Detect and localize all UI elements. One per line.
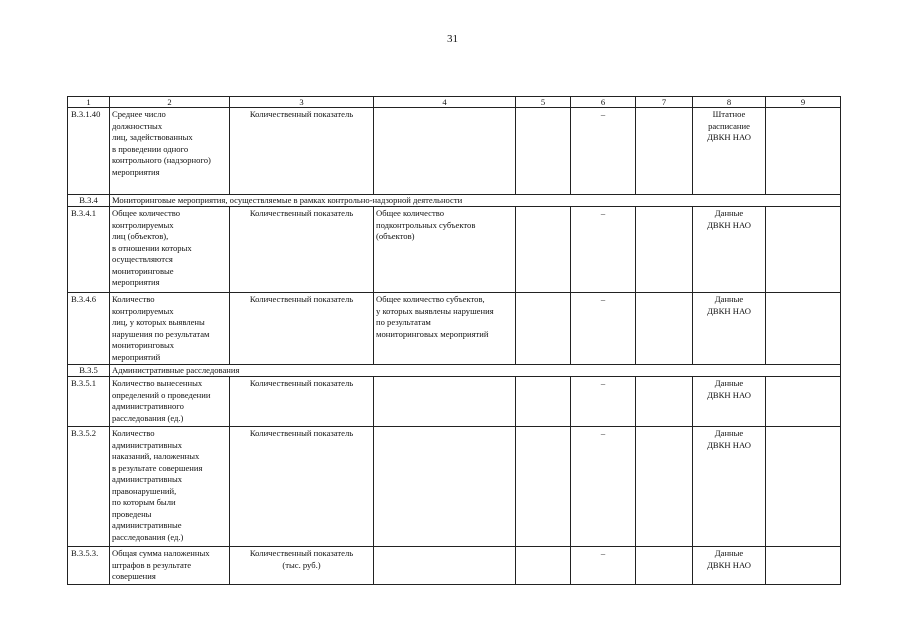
header-cell: 1 xyxy=(68,97,110,108)
section-title: Административные расследования xyxy=(110,365,841,377)
indicator-code: B.3.5.3. xyxy=(68,547,110,585)
col5-cell xyxy=(516,427,571,547)
table-row xyxy=(68,377,841,427)
table-row xyxy=(68,427,841,547)
indicator-formula: Общее количество субъектов, у которых выявлены нарушения по результатам мониторинговых мероприятий xyxy=(374,293,516,365)
col9-cell xyxy=(766,293,841,365)
indicator-type: Количественный показатель xyxy=(230,427,374,547)
col9-cell xyxy=(766,108,841,195)
col6-cell: – xyxy=(571,547,636,585)
indicator-code: B.3.4.6 xyxy=(68,293,110,365)
indicator-name: Количество вынесенных определений о проведении административного расследования (ед.) xyxy=(110,377,230,427)
header-cell: 3 xyxy=(230,97,374,108)
data-source: Данные ДВКН НАО xyxy=(693,207,766,293)
indicator-code: B.3.4.1 xyxy=(68,207,110,293)
indicator-formula xyxy=(374,547,516,585)
indicator-name: Среднее число должностных лиц, задействованных в проведении одного контрольного (надзорного) мероприятия xyxy=(110,108,230,195)
indicator-type: Количественный показатель (тыс. руб.) xyxy=(230,547,374,585)
col9-cell xyxy=(766,427,841,547)
indicator-name: Количество административных наказаний, наложенных в результате совершения административных правонарушений, по которым были проведены административные расследования (ед.) xyxy=(110,427,230,547)
col7-cell xyxy=(636,547,693,585)
data-source: Данные ДВКН НАО xyxy=(693,547,766,585)
table-row xyxy=(68,293,841,365)
table-row xyxy=(68,207,841,293)
col5-cell xyxy=(516,377,571,427)
indicator-code: B.3.5.1 xyxy=(68,377,110,427)
col6-cell: – xyxy=(571,207,636,293)
indicator-formula xyxy=(374,377,516,427)
section-row xyxy=(68,365,841,377)
data-source: Данные ДВКН НАО xyxy=(693,293,766,365)
indicator-code: B.3.1.40 xyxy=(68,108,110,195)
indicator-type: Количественный показатель xyxy=(230,377,374,427)
indicator-type: Количественный показатель xyxy=(230,207,374,293)
col9-cell xyxy=(766,377,841,427)
col7-cell xyxy=(636,108,693,195)
data-source: Данные ДВКН НАО xyxy=(693,377,766,427)
col5-cell xyxy=(516,547,571,585)
indicator-formula xyxy=(374,427,516,547)
table-header-row xyxy=(68,97,841,108)
col6-cell: – xyxy=(571,293,636,365)
col7-cell xyxy=(636,377,693,427)
indicator-type: Количественный показатель xyxy=(230,108,374,195)
page-number: 31 xyxy=(447,33,458,45)
col9-cell xyxy=(766,547,841,585)
indicator-name: Общая сумма наложенных штрафов в результате совершения xyxy=(110,547,230,585)
data-source: Данные ДВКН НАО xyxy=(693,427,766,547)
header-cell: 7 xyxy=(636,97,693,108)
indicator-type: Количественный показатель xyxy=(230,293,374,365)
header-cell: 2 xyxy=(110,97,230,108)
section-title: Мониторинговые мероприятия, осуществляемые в рамках контрольно-надзорной деятельности xyxy=(110,195,841,207)
col6-cell: – xyxy=(571,108,636,195)
col5-cell xyxy=(516,207,571,293)
col5-cell xyxy=(516,108,571,195)
header-cell: 4 xyxy=(374,97,516,108)
section-row xyxy=(68,195,841,207)
col6-cell: – xyxy=(571,427,636,547)
col7-cell xyxy=(636,293,693,365)
section-code: B.3.5 xyxy=(68,365,110,377)
indicator-table xyxy=(67,96,841,585)
header-cell: 6 xyxy=(571,97,636,108)
col9-cell xyxy=(766,207,841,293)
table-row xyxy=(68,108,841,195)
header-cell: 5 xyxy=(516,97,571,108)
indicator-formula: Общее количество подконтрольных субъектов (объектов) xyxy=(374,207,516,293)
indicator-formula xyxy=(374,108,516,195)
indicator-name: Общее количество контролируемых лиц (объектов), в отношении которых осуществляются мониторинговые мероприятия xyxy=(110,207,230,293)
col5-cell xyxy=(516,293,571,365)
indicator-code: B.3.5.2 xyxy=(68,427,110,547)
header-cell: 9 xyxy=(766,97,841,108)
col6-cell: – xyxy=(571,377,636,427)
indicator-name: Количество контролируемых лиц, у которых выявлены нарушения по результатам мониторинговых мероприятий xyxy=(110,293,230,365)
section-code: B.3.4 xyxy=(68,195,110,207)
col7-cell xyxy=(636,427,693,547)
data-source: Штатное расписание ДВКН НАО xyxy=(693,108,766,195)
header-cell: 8 xyxy=(693,97,766,108)
col7-cell xyxy=(636,207,693,293)
table-row xyxy=(68,547,841,585)
